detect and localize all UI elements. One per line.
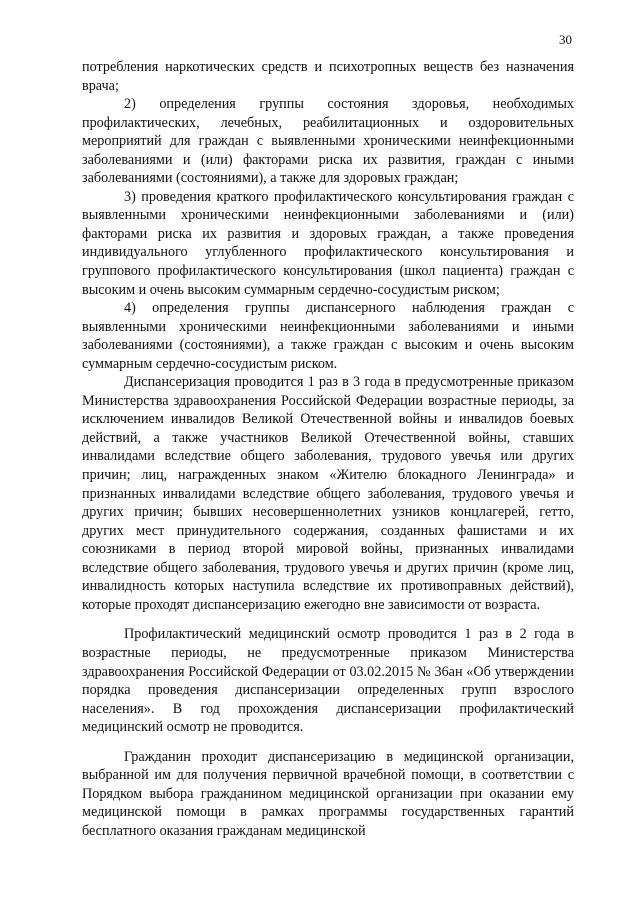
paragraph-item-3: 3) проведения краткого профилактического консультирования граждан с выявленными хроническими неинфекционными заболеваниями и (или) факторами риска их развития и здоровых граждан, а также проведения индивидуального углубленного профилактического консультирования и группового профилактического консультирования (школ пациента) граждан с высоким и очень высоким суммарным сердечно-сосудистым риском; [82, 188, 574, 298]
paragraph-citizen-choice: Гражданин проходит диспансеризацию в медицинской организации, выбранной им для получения первичной врачебной помощи, в соответствии с Порядком выбора гражданином медицинской организации при оказании ему медицинской помощи в рамках программы государственных гарантий бесплатного оказания гражданам медицинской [82, 748, 574, 839]
paragraph-preventive-exam: Профилактический медицинский осмотр проводится 1 раз в 2 года в возрастные периоды, не предусмотренные приказом Министерства здравоохранения Российской Федерации от 03.02.2015 № 36ан «Об утверждении порядка проведения диспансеризации определенных групп взрослого населения». В год прохождения диспансеризации профилактический медицинский осмотр не проводится. [82, 626, 574, 736]
paragraph-dispensarization: Диспансеризация проводится 1 раз в 3 года в предусмотренные приказом Министерства здравоохранения Российской Федерации возрастные периоды, за исключением инвалидов Великой Отечественной войны и инвалидов боевых действий, а также участников Великой Отечественной войны, ставших инвалидами вследствие общего заболевания, трудового увечья или других причин; лиц, награжденных знаком «Жителю блокадного Ленинграда» и признанных инвалидами вследствие общего заболевания, трудового увечья и других причин; бывших несовершеннолетних узников концлагерей, гетто, других мест принудительного содержания, созданных фашистами и их союзниками в период второй мировой войны, признанных инвалидами вследствие общего заболевания, трудового увечья и других причин (кроме лиц, инвалидность которых наступила вследствие их противоправных действий), которые проходят диспансеризацию ежегодно вне зависимости от возраста. [82, 374, 574, 613]
paragraph-item-4: 4) определения группы диспансерного наблюдения граждан с выявленными хроническими неинфекционными заболеваниями и иными заболеваниями (состояниями), а также граждан с высоким и очень высоким суммарным сердечно-сосудистым риском. [82, 300, 574, 372]
document-body [82, 58, 574, 840]
paragraph-item-2: 2) определения группы состояния здоровья, необходимых профилактических, лечебных, реабилитационных и оздоровительных мероприятий для граждан с выявленными хроническими неинфекционными заболеваниями и (или) факторами риска их развития, граждан с иными заболеваниями (состояниями), а также для здоровых граждан; [82, 96, 574, 187]
paragraph-continuation: потребления наркотических средств и психотропных веществ без назначения врача; [82, 59, 574, 94]
page-number: 30 [559, 32, 572, 47]
